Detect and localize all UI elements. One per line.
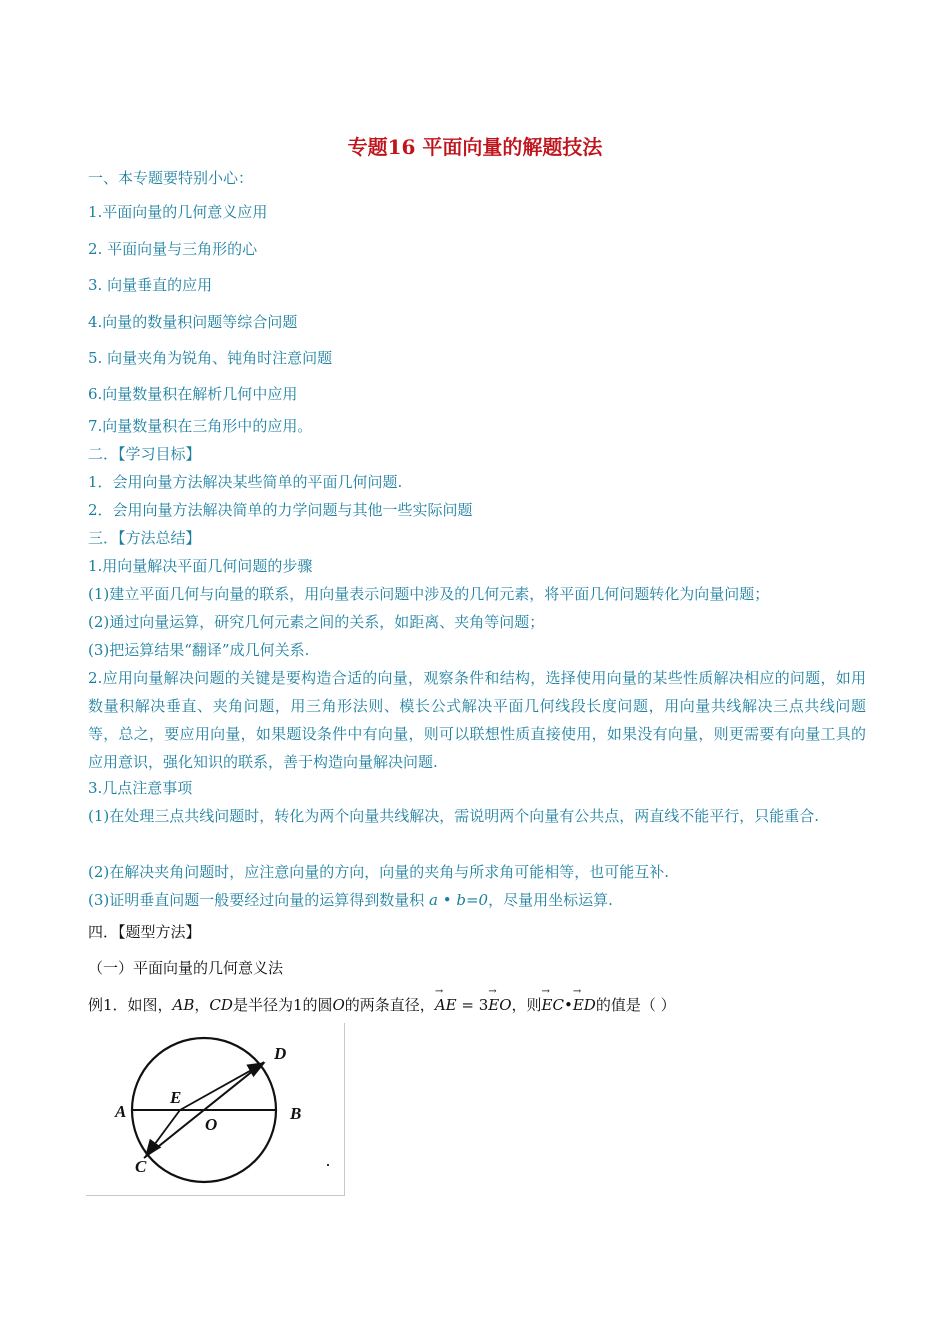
section3-heading: 三．【方法总结】 — [88, 529, 201, 547]
example-1-question — [88, 994, 676, 1016]
focus-item-4: 4.向量的数量积问题等综合问题 — [88, 313, 298, 331]
focus-item-5: 5. 向量夹角为锐角、钝角时注意问题 — [88, 349, 333, 367]
geometry-figure — [86, 1023, 345, 1196]
example-suffix: 的值是（ ） — [595, 996, 676, 1014]
example-prefix: 例1．如图， — [88, 996, 173, 1014]
segment-cd: CD — [209, 996, 233, 1014]
page-title: 专题16 平面向量的解题技法 — [347, 135, 603, 159]
section2-heading: 二．【学习目标】 — [88, 445, 201, 463]
label-b: B — [290, 1104, 302, 1123]
example-middle-text: 是半径为1的圆 — [232, 996, 333, 1014]
vector-ae: → AE — [435, 994, 457, 1016]
focus-item-3: 3. 向量垂直的应用 — [88, 276, 213, 294]
note-3-formula: a • b=0 — [429, 891, 489, 909]
section4-subheading: （一）平面向量的几何意义法 — [88, 959, 284, 977]
example-separator: ， — [194, 996, 210, 1014]
focus-item-1: 1.平面向量的几何意义应用 — [88, 203, 268, 221]
section1-heading: 一、本专题要特别小心： — [88, 169, 254, 187]
dot-operator: • — [563, 996, 573, 1014]
segment-ab: AB — [172, 996, 195, 1014]
circle-o: O — [332, 996, 345, 1014]
vector-ed-arrow — [180, 1063, 264, 1110]
note-2: (2)在解决夹角问题时，应注意向量的方向，向量的夹角与所求角可能相等，也可能互补. — [88, 863, 670, 881]
goal-item-2: 2．会用向量方法解决简单的力学问题与其他一些实际问题 — [88, 501, 473, 519]
note-3-text-end: ，尽量用坐标运算. — [488, 891, 613, 909]
section4-heading: 四．【题型方法】 — [88, 923, 201, 941]
notes-title: 3.几点注意事项 — [88, 779, 193, 797]
steps-title: 1.用向量解决平面几何问题的步骤 — [88, 557, 313, 575]
label-c: C — [135, 1157, 147, 1176]
focus-item-7: 7.向量数量积在三角形中的应用。 — [88, 417, 313, 435]
label-o: O — [205, 1115, 218, 1134]
note-1: (1)在处理三点共线问题时，转化为两个向量共线解决，需说明两个向量有公共点，两直线不能平行，只能重合. — [88, 807, 820, 825]
vector-ed: → ED — [573, 994, 596, 1016]
vector-eo: → EO — [488, 994, 511, 1016]
label-a: A — [115, 1102, 127, 1121]
note-3 — [88, 889, 613, 911]
stray-dot — [327, 1164, 329, 1166]
key-paragraph: 2.应用向量解决问题的关键是要构造合适的向量，观察条件和结构，选择使用向量的某些性质解决相应的问题，如用数量积解决垂直、夹角问题，用三角形法则、模长公式解决平面几何线段长度问题，用向量共线解决三点共线问题等，总之，要应用向量，如果题设条件中有向量，则可以联想性质直接使用，如果没有向量，则更需要有向量工具的应用意识，强化知识的联系，善于构造向量解决问题. — [88, 669, 866, 771]
step-2: (2)通过向量运算，研究几何元素之间的关系，如距离、夹角等问题； — [88, 613, 545, 631]
example-then: ，则 — [511, 996, 542, 1014]
vector-ec: → EC — [542, 994, 564, 1016]
step-1: (1)建立平面几何与向量的联系，用向量表示问题中涉及的几何元素，将平面几何问题转化为向量问题； — [88, 585, 770, 603]
focus-item-2: 2. 平面向量与三角形的心 — [88, 240, 258, 258]
example-equation: = 3 — [456, 996, 489, 1014]
label-d: D — [274, 1044, 287, 1063]
circle-diagram — [86, 1023, 344, 1195]
goal-item-1: 1．会用向量方法解决某些简单的平面几何问题. — [88, 473, 403, 491]
note-3-text-start: (3)证明垂直问题一般要经过向量的运算得到数量积 — [88, 891, 430, 909]
example-middle-text-2: 的两条直径， — [344, 996, 435, 1014]
focus-item-6: 6.向量数量积在解析几何中应用 — [88, 385, 298, 403]
label-e: E — [170, 1088, 182, 1107]
step-3: (3)把运算结果“翻译”成几何关系. — [88, 641, 310, 659]
